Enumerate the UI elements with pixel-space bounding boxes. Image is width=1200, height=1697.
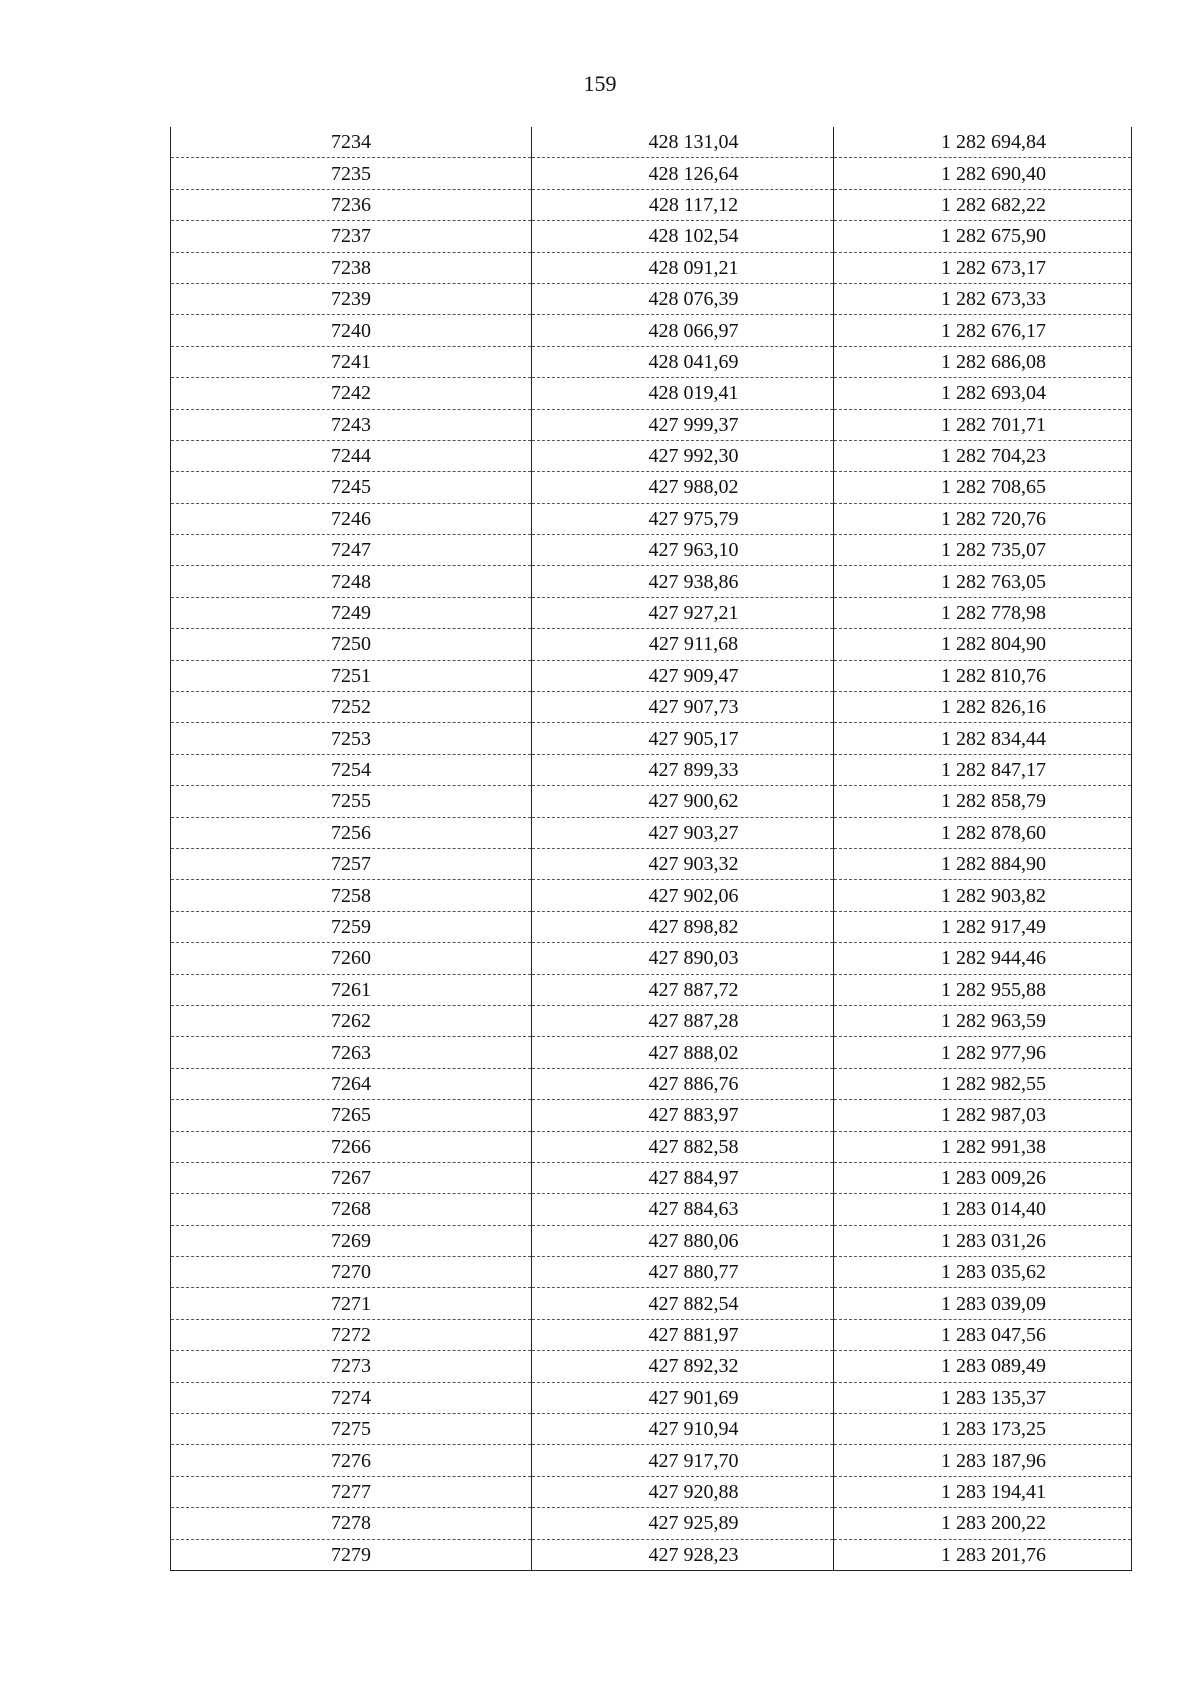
x-coordinate-cell: 428 091,21 — [532, 252, 834, 283]
table-row — [171, 252, 1132, 283]
table-row — [171, 1257, 1132, 1288]
point-number-cell: 7264 — [171, 1068, 532, 1099]
y-coordinate-cell: 1 282 991,38 — [834, 1131, 1132, 1162]
y-coordinate-cell: 1 282 693,04 — [834, 378, 1132, 409]
table-row — [171, 1131, 1132, 1162]
table-row — [171, 566, 1132, 597]
y-coordinate-cell: 1 283 187,96 — [834, 1445, 1132, 1476]
table-row — [171, 283, 1132, 314]
x-coordinate-cell: 427 992,30 — [532, 440, 834, 471]
point-number-cell: 7267 — [171, 1162, 532, 1193]
x-coordinate-cell: 427 882,58 — [532, 1131, 834, 1162]
y-coordinate-cell: 1 282 778,98 — [834, 597, 1132, 628]
table-row — [171, 346, 1132, 377]
table-row — [171, 817, 1132, 848]
y-coordinate-cell: 1 282 675,90 — [834, 221, 1132, 252]
y-coordinate-cell: 1 282 982,55 — [834, 1068, 1132, 1099]
point-number-cell: 7256 — [171, 817, 532, 848]
x-coordinate-cell: 427 999,37 — [532, 409, 834, 440]
table-row — [171, 378, 1132, 409]
point-number-cell: 7265 — [171, 1100, 532, 1131]
point-number-cell: 7235 — [171, 158, 532, 189]
point-number-cell: 7244 — [171, 440, 532, 471]
y-coordinate-cell: 1 282 708,65 — [834, 472, 1132, 503]
point-number-cell: 7257 — [171, 848, 532, 879]
point-number-cell: 7247 — [171, 535, 532, 566]
table-row — [171, 1005, 1132, 1036]
x-coordinate-cell: 427 910,94 — [532, 1414, 834, 1445]
table-row — [171, 1351, 1132, 1382]
x-coordinate-cell: 427 887,28 — [532, 1005, 834, 1036]
x-coordinate-cell: 427 963,10 — [532, 535, 834, 566]
y-coordinate-cell: 1 282 686,08 — [834, 346, 1132, 377]
x-coordinate-cell: 427 887,72 — [532, 974, 834, 1005]
point-number-cell: 7261 — [171, 974, 532, 1005]
table-row — [171, 723, 1132, 754]
point-number-cell: 7258 — [171, 880, 532, 911]
y-coordinate-cell: 1 283 039,09 — [834, 1288, 1132, 1319]
x-coordinate-cell: 427 892,32 — [532, 1351, 834, 1382]
y-coordinate-cell: 1 282 917,49 — [834, 911, 1132, 942]
x-coordinate-cell: 427 909,47 — [532, 660, 834, 691]
point-number-cell: 7254 — [171, 754, 532, 785]
x-coordinate-cell: 427 927,21 — [532, 597, 834, 628]
y-coordinate-cell: 1 282 826,16 — [834, 692, 1132, 723]
table-row — [171, 1037, 1132, 1068]
point-number-cell: 7272 — [171, 1319, 532, 1350]
x-coordinate-cell: 427 883,97 — [532, 1100, 834, 1131]
y-coordinate-cell: 1 283 035,62 — [834, 1257, 1132, 1288]
table-row — [171, 629, 1132, 660]
table-row — [171, 189, 1132, 220]
point-number-cell: 7277 — [171, 1476, 532, 1507]
point-number-cell: 7266 — [171, 1131, 532, 1162]
x-coordinate-cell: 427 899,33 — [532, 754, 834, 785]
y-coordinate-cell: 1 282 673,33 — [834, 283, 1132, 314]
y-coordinate-cell: 1 282 847,17 — [834, 754, 1132, 785]
y-coordinate-cell: 1 282 987,03 — [834, 1100, 1132, 1131]
point-number-cell: 7273 — [171, 1351, 532, 1382]
table-row — [171, 754, 1132, 785]
y-coordinate-cell: 1 283 089,49 — [834, 1351, 1132, 1382]
x-coordinate-cell: 427 928,23 — [532, 1539, 834, 1570]
point-number-cell: 7271 — [171, 1288, 532, 1319]
y-coordinate-cell: 1 282 944,46 — [834, 943, 1132, 974]
y-coordinate-cell: 1 282 676,17 — [834, 315, 1132, 346]
table-row — [171, 1414, 1132, 1445]
point-number-cell: 7270 — [171, 1257, 532, 1288]
point-number-cell: 7279 — [171, 1539, 532, 1570]
table-row — [171, 597, 1132, 628]
y-coordinate-cell: 1 282 804,90 — [834, 629, 1132, 660]
y-coordinate-cell: 1 282 884,90 — [834, 848, 1132, 879]
table-row — [171, 535, 1132, 566]
x-coordinate-cell: 427 920,88 — [532, 1476, 834, 1507]
x-coordinate-cell: 428 102,54 — [532, 221, 834, 252]
table-row — [171, 315, 1132, 346]
y-coordinate-cell: 1 282 858,79 — [834, 786, 1132, 817]
point-number-cell: 7234 — [171, 127, 532, 158]
x-coordinate-cell: 427 903,27 — [532, 817, 834, 848]
point-number-cell: 7255 — [171, 786, 532, 817]
x-coordinate-cell: 427 911,68 — [532, 629, 834, 660]
table-row — [171, 1539, 1132, 1570]
table-row — [171, 1100, 1132, 1131]
x-coordinate-cell: 427 901,69 — [532, 1382, 834, 1413]
table-row — [171, 786, 1132, 817]
y-coordinate-cell: 1 282 903,82 — [834, 880, 1132, 911]
y-coordinate-cell: 1 282 763,05 — [834, 566, 1132, 597]
x-coordinate-cell: 427 880,77 — [532, 1257, 834, 1288]
table-row — [171, 1508, 1132, 1539]
point-number-cell: 7263 — [171, 1037, 532, 1068]
point-number-cell: 7268 — [171, 1194, 532, 1225]
point-number-cell: 7237 — [171, 221, 532, 252]
table-row — [171, 660, 1132, 691]
table-row — [171, 221, 1132, 252]
coordinates-table — [170, 127, 1132, 1571]
point-number-cell: 7253 — [171, 723, 532, 754]
table-row — [171, 974, 1132, 1005]
x-coordinate-cell: 427 886,76 — [532, 1068, 834, 1099]
x-coordinate-cell: 427 925,89 — [532, 1508, 834, 1539]
y-coordinate-cell: 1 283 014,40 — [834, 1194, 1132, 1225]
point-number-cell: 7249 — [171, 597, 532, 628]
y-coordinate-cell: 1 282 682,22 — [834, 189, 1132, 220]
y-coordinate-cell: 1 282 810,76 — [834, 660, 1132, 691]
coordinates-table-body — [171, 127, 1132, 1570]
x-coordinate-cell: 428 117,12 — [532, 189, 834, 220]
y-coordinate-cell: 1 283 194,41 — [834, 1476, 1132, 1507]
y-coordinate-cell: 1 282 963,59 — [834, 1005, 1132, 1036]
point-number-cell: 7259 — [171, 911, 532, 942]
y-coordinate-cell: 1 283 031,26 — [834, 1225, 1132, 1256]
x-coordinate-cell: 427 900,62 — [532, 786, 834, 817]
point-number-cell: 7275 — [171, 1414, 532, 1445]
y-coordinate-cell: 1 283 009,26 — [834, 1162, 1132, 1193]
y-coordinate-cell: 1 282 701,71 — [834, 409, 1132, 440]
point-number-cell: 7250 — [171, 629, 532, 660]
x-coordinate-cell: 427 905,17 — [532, 723, 834, 754]
x-coordinate-cell: 428 066,97 — [532, 315, 834, 346]
x-coordinate-cell: 427 884,63 — [532, 1194, 834, 1225]
x-coordinate-cell: 427 884,97 — [532, 1162, 834, 1193]
y-coordinate-cell: 1 283 200,22 — [834, 1508, 1132, 1539]
y-coordinate-cell: 1 282 694,84 — [834, 127, 1132, 158]
y-coordinate-cell: 1 282 690,40 — [834, 158, 1132, 189]
table-row — [171, 692, 1132, 723]
point-number-cell: 7236 — [171, 189, 532, 220]
y-coordinate-cell: 1 283 047,56 — [834, 1319, 1132, 1350]
y-coordinate-cell: 1 282 704,23 — [834, 440, 1132, 471]
y-coordinate-cell: 1 283 135,37 — [834, 1382, 1132, 1413]
table-row — [171, 911, 1132, 942]
y-coordinate-cell: 1 282 977,96 — [834, 1037, 1132, 1068]
point-number-cell: 7276 — [171, 1445, 532, 1476]
x-coordinate-cell: 427 898,82 — [532, 911, 834, 942]
page-number: 159 — [583, 71, 617, 96]
table-row — [171, 1194, 1132, 1225]
x-coordinate-cell: 428 131,04 — [532, 127, 834, 158]
point-number-cell: 7241 — [171, 346, 532, 377]
point-number-cell: 7243 — [171, 409, 532, 440]
x-coordinate-cell: 427 938,86 — [532, 566, 834, 597]
table-row — [171, 1445, 1132, 1476]
y-coordinate-cell: 1 282 955,88 — [834, 974, 1132, 1005]
table-row — [171, 943, 1132, 974]
table-row — [171, 1288, 1132, 1319]
point-number-cell: 7278 — [171, 1508, 532, 1539]
table-row — [171, 1225, 1132, 1256]
x-coordinate-cell: 427 903,32 — [532, 848, 834, 879]
x-coordinate-cell: 427 881,97 — [532, 1319, 834, 1350]
table-row — [171, 158, 1132, 189]
x-coordinate-cell: 427 880,06 — [532, 1225, 834, 1256]
table-row — [171, 1068, 1132, 1099]
x-coordinate-cell: 428 126,64 — [532, 158, 834, 189]
x-coordinate-cell: 427 888,02 — [532, 1037, 834, 1068]
x-coordinate-cell: 427 917,70 — [532, 1445, 834, 1476]
table-row — [171, 409, 1132, 440]
table-row — [171, 472, 1132, 503]
y-coordinate-cell: 1 282 735,07 — [834, 535, 1132, 566]
table-row — [171, 440, 1132, 471]
y-coordinate-cell: 1 283 173,25 — [834, 1414, 1132, 1445]
table-row — [171, 880, 1132, 911]
point-number-cell: 7274 — [171, 1382, 532, 1413]
y-coordinate-cell: 1 282 878,60 — [834, 817, 1132, 848]
x-coordinate-cell: 428 041,69 — [532, 346, 834, 377]
x-coordinate-cell: 427 975,79 — [532, 503, 834, 534]
x-coordinate-cell: 428 076,39 — [532, 283, 834, 314]
point-number-cell: 7260 — [171, 943, 532, 974]
point-number-cell: 7269 — [171, 1225, 532, 1256]
point-number-cell: 7242 — [171, 378, 532, 409]
point-number-cell: 7245 — [171, 472, 532, 503]
point-number-cell: 7246 — [171, 503, 532, 534]
table-row — [171, 1162, 1132, 1193]
table-row — [171, 503, 1132, 534]
table-row — [171, 1476, 1132, 1507]
x-coordinate-cell: 427 902,06 — [532, 880, 834, 911]
table-row — [171, 1382, 1132, 1413]
x-coordinate-cell: 427 882,54 — [532, 1288, 834, 1319]
y-coordinate-cell: 1 282 673,17 — [834, 252, 1132, 283]
point-number-cell: 7239 — [171, 283, 532, 314]
x-coordinate-cell: 428 019,41 — [532, 378, 834, 409]
point-number-cell: 7251 — [171, 660, 532, 691]
point-number-cell: 7248 — [171, 566, 532, 597]
table-row — [171, 1319, 1132, 1350]
x-coordinate-cell: 427 988,02 — [532, 472, 834, 503]
y-coordinate-cell: 1 282 720,76 — [834, 503, 1132, 534]
y-coordinate-cell: 1 283 201,76 — [834, 1539, 1132, 1570]
table-row — [171, 127, 1132, 158]
y-coordinate-cell: 1 282 834,44 — [834, 723, 1132, 754]
table-row — [171, 848, 1132, 879]
point-number-cell: 7240 — [171, 315, 532, 346]
x-coordinate-cell: 427 907,73 — [532, 692, 834, 723]
point-number-cell: 7252 — [171, 692, 532, 723]
point-number-cell: 7262 — [171, 1005, 532, 1036]
x-coordinate-cell: 427 890,03 — [532, 943, 834, 974]
point-number-cell: 7238 — [171, 252, 532, 283]
